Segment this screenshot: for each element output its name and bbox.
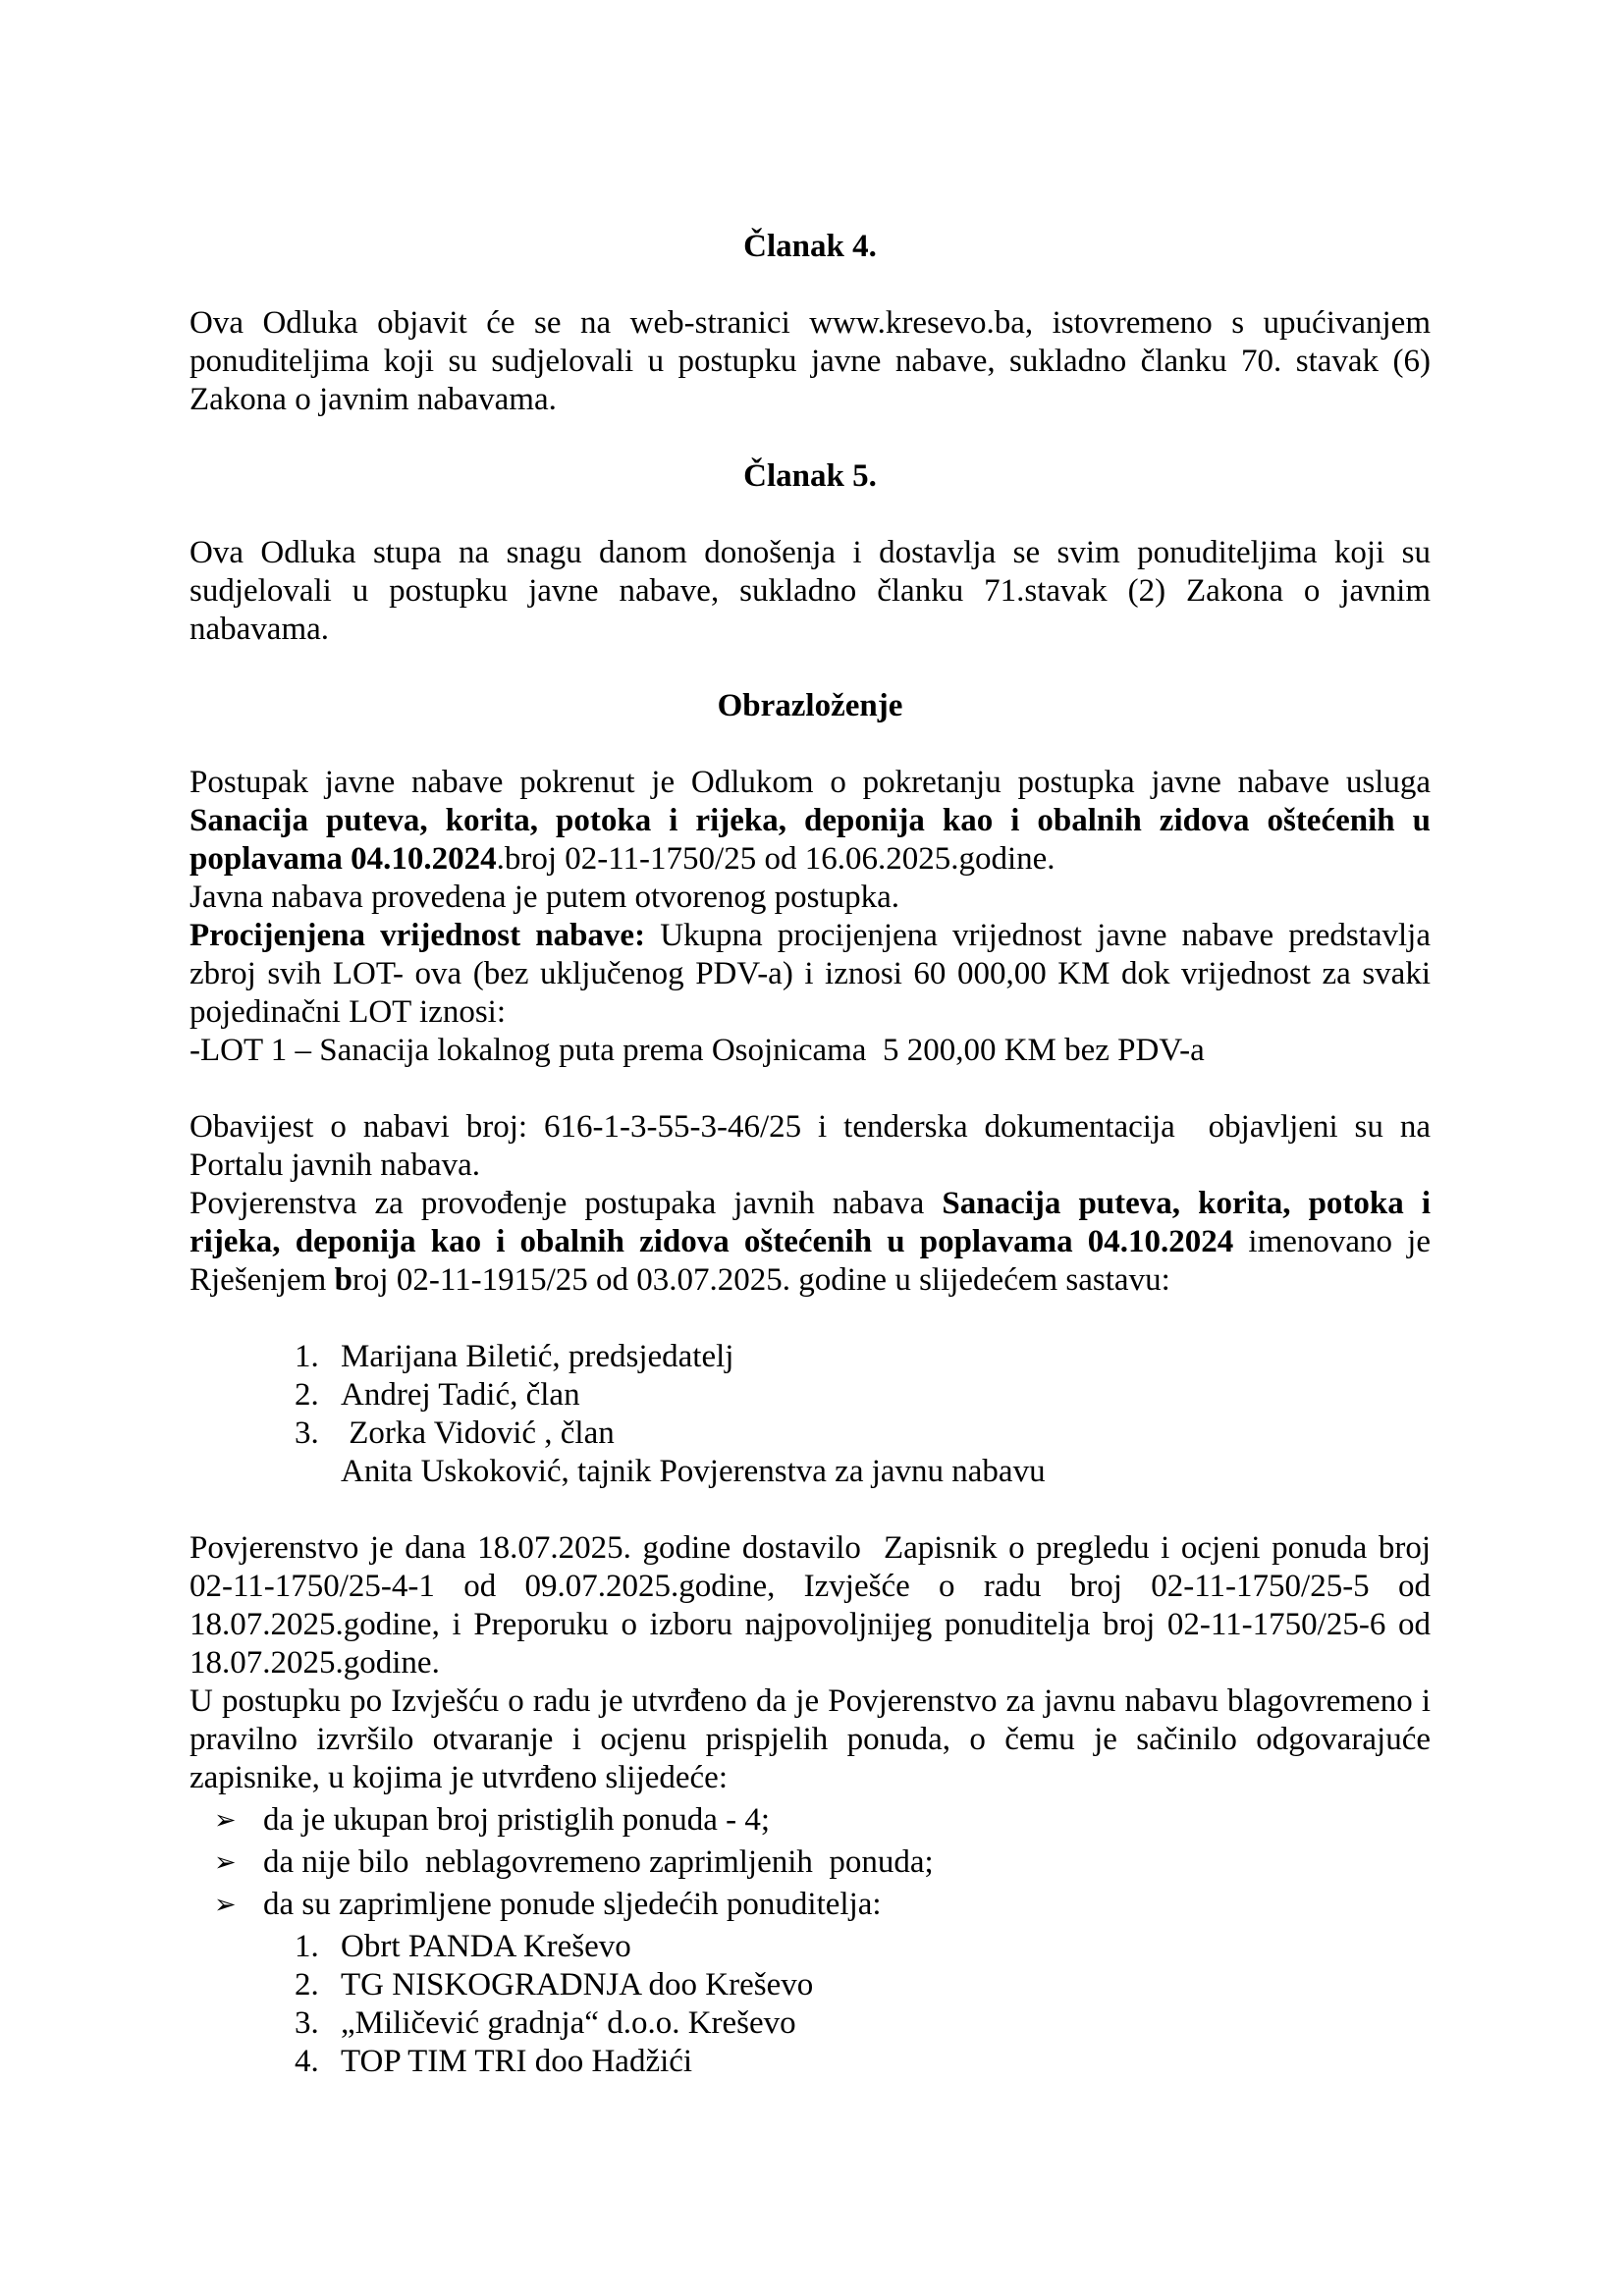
paragraph — [189, 534, 1439, 649]
blank-line — [189, 1070, 1431, 1108]
blank-line — [189, 266, 1431, 304]
bold-text-run: Procijenjena vrijednost nabave: — [189, 918, 646, 953]
list-item-text: Marijana Biletić, predsjedatelj — [341, 1339, 734, 1374]
blank-line — [189, 1491, 1431, 1529]
document-body — [189, 228, 1439, 2081]
text-run: Povjerenstva za provođenje postupaka javnih nabava — [189, 1186, 943, 1221]
committee-list-item — [189, 1338, 1431, 1376]
text-run: imenovano je Rješenjem — [189, 1224, 1439, 1298]
paragraph — [189, 917, 1439, 1032]
list-number: 3. — [295, 1415, 319, 1451]
list-number: 4. — [295, 2044, 319, 2079]
article-heading: Članak 4. — [743, 229, 877, 264]
committee-secretary-line: Anita Uskoković, tajnik Povjerenstva za javnu nabavu — [341, 1454, 1046, 1489]
bullet-text: da nije bilo neblagovremeno zaprimljenih ponuda; — [263, 1844, 934, 1880]
article-heading: Članak 5. — [743, 458, 877, 494]
paragraph — [189, 1185, 1439, 1300]
blank-line — [189, 496, 1431, 534]
finding-bullet — [189, 1843, 1431, 1882]
text-run: Ukupna procijenjena vrijednost javne nabave predstavlja zbroj svih LOT- ova (bez uključenog PDV-a) i iznosi 60 000,00 KM dok vrijednost za svaki pojedinačni LOT iznosi: — [189, 918, 1439, 1030]
bullet-arrow-icon: ➢ — [214, 1890, 237, 1920]
list-item-text: Obrt PANDA Kreševo — [341, 1929, 631, 1964]
blank-line — [189, 649, 1431, 687]
text-run: U postupku po Izvješću o radu je utvrđeno da je Povjerenstvo za javnu nabavu blagovremeno i pravilno izvršilo otvaranje i ocjenu prispjelih ponuda, o čemu je sačinilo odgovarajuće zapisnike, u kojima je utvrđeno slijedeće: — [189, 1683, 1439, 1795]
paragraph — [189, 1529, 1439, 1682]
bullet-text: da su zaprimljene ponude sljedećih ponuditelja: — [263, 1887, 882, 1922]
paragraph — [189, 764, 1439, 879]
text-run: -LOT 1 – Sanacija lokalnog puta prema Osojnicama 5 200,00 KM bez PDV-a — [189, 1033, 1205, 1068]
text-run: Javna nabava provedena je putem otvorenog postupka. — [189, 880, 900, 915]
list-item-text: Andrej Tadić, član — [341, 1377, 580, 1413]
blank-line — [189, 1300, 1431, 1338]
committee-list-item — [189, 1376, 1431, 1415]
bullet-arrow-icon: ➢ — [214, 1805, 237, 1836]
paragraph — [189, 304, 1439, 419]
list-number: 2. — [295, 1377, 319, 1413]
text-run: Obavijest o nabavi broj: 616-1-3-55-3-46/25 i tenderska dokumentacija objavljeni su na Portalu javnih nabava. — [189, 1109, 1439, 1183]
paragraph — [189, 1682, 1439, 1797]
bidder-list-item — [189, 2004, 1431, 2043]
list-item-text: Zorka Vidović , član — [341, 1415, 615, 1451]
list-item-text: „Miličević gradnja“ d.o.o. Kreševo — [341, 2005, 796, 2041]
bidder-list-item — [189, 2043, 1431, 2081]
paragraph — [189, 1108, 1439, 1185]
committee-list-item — [189, 1415, 1431, 1453]
list-number: 1. — [295, 1339, 319, 1374]
bullet-arrow-icon: ➢ — [214, 1847, 237, 1878]
text-run: Ova Odluka stupa na snagu danom donošenja i dostavlja se svim ponuditeljima koji su sudjelovali u postupku javne nabave, sukladno članku 71.stavak (2) Zakona o javnim nabavama. — [189, 535, 1439, 647]
finding-bullet — [189, 1886, 1431, 1924]
blank-line — [189, 725, 1431, 764]
bidder-list-item — [189, 1928, 1431, 1966]
list-item-text: TOP TIM TRI doo Hadžići — [341, 2044, 693, 2079]
bold-text-run: Sanacija puteva, korita, potoka i rijeka, deponija kao i obalnih zidova oštećenih u poplavama 04.10.2024 — [189, 1186, 1439, 1259]
paragraph — [189, 1032, 1431, 1070]
bullet-text: da je ukupan broj pristiglih ponuda - 4; — [263, 1802, 770, 1838]
bidder-list-item — [189, 1966, 1431, 2004]
finding-bullet — [189, 1801, 1431, 1840]
list-number: 2. — [295, 1967, 319, 2002]
list-number: 3. — [295, 2005, 319, 2041]
article-heading: Obrazloženje — [717, 688, 903, 723]
list-number: 1. — [295, 1929, 319, 1964]
text-run: Povjerenstvo je dana 18.07.2025. godine dostavilo Zapisnik o pregledu i ocjeni ponuda broj 02-11-1750/25-4-1 od 09.07.2025.godine, Izvješće o radu broj 02-11-1750/25-5 od 18.07.2025.godine, i Preporuku o izboru najpovoljnijeg ponuditelja broj 02-11-1750/25-6 od 18.07.2025.godine. — [189, 1530, 1439, 1681]
bold-text-run: b — [334, 1262, 352, 1298]
text-run: Postupak javne nabave pokrenut je Odlukom o pokretanju postupka javne nabave usluga — [189, 765, 1439, 800]
text-run: Ova Odluka objavit će se na web-stranici www.kresevo.ba, istovremeno s upućivanjem ponuditeljima koji su sudjelovali u postupku javne nabave, sukladno članku 70. stavak (6) Zakona o javnim nabavama. — [189, 305, 1439, 417]
paragraph — [189, 879, 1431, 917]
blank-line — [189, 419, 1431, 457]
list-item-text: TG NISKOGRADNJA doo Kreševo — [341, 1967, 814, 2002]
text-run: roj 02-11-1915/25 od 03.07.2025. godine u slijedećem sastavu: — [352, 1262, 1170, 1298]
bold-text-run: Sanacija puteva, korita, potoka i rijeka, deponija kao i obalnih zidova oštećenih u poplavama 04.10.2024 — [189, 803, 1439, 877]
text-run: .broj 02-11-1750/25 od 16.06.2025.godine. — [496, 841, 1056, 877]
